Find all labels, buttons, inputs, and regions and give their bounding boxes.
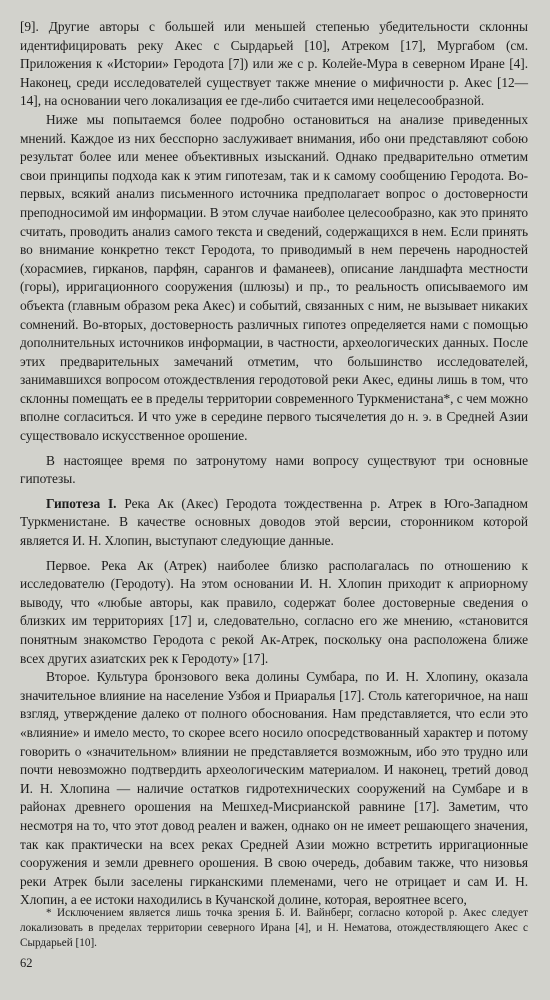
paragraph-2: Ниже мы попытаемся более подробно остановиться на анализе приведенных мнений. Каждое из них бесспорно заслуживает внимания, ибо они представляют собою результат более или менее объективных изысканий. Однако предварительно отметим свои принципы подхода как к этим гипотезам, так и к самому сообщению Геродота. Во-первых, всякий анализ письменного источника предполагает вопрос о достоверности преподносимой им информации. В этом случае наиболее целесообразно, как это принято считать, проводить анализ самого текста и сведений, содержащихся в нем. Если принять во внимание конкретно текст Геродота, то приводимый в нем перечень народностей (хорасмиев, гирканов, парфян, сарангов и фаманеев), описание ландшафта местности (горы), ирригационного сооружения (шлюзы) и пр., то реальность описываемого им объекта (главным образом река Акес) и событий, связанных с ним, не вызывает никаких сомнений. Во-вторых, достоверность различных гипотез определяется нами с помощью дополнительных источников информации, в частности, археологических данных. После этих предварительных замечаний отметим, что большинство исследователей, занимавшихся вопросом отождествления геродотовой реки Акес, едины лишь в том, что склонны помещать ее в пределы территории современного Туркменистана*, с чем можно вполне согласиться. И что уже в середине первого тысячелетия до н. э. в Средней Азии существовало искусственное орошение. <box>20 111 528 444</box>
footnote-text: * Исключением является лишь точка зрения Б. И. Вайнберг, согласно которой р. Акес следует локализовать в пределах территории северного Ирана [4], и Н. Нематова, отождествляющего Акес с Сырдарьей [10]. <box>20 907 528 949</box>
main-text-column <box>20 18 528 910</box>
paragraph-second-argument: Второе. Культура бронзового века долины Сумбара, по И. Н. Хлопину, оказала значительное влияние на население Узбоя и Приаралья [17]. Столь категоричное, на наш взгляд, утверждение далеко от полного обоснования. Нам представляется, что если это «влияние» и имело место, то скорее всего носило опосредствованный характер и потому говорить о «значительном» влиянии не представляется возможным, ибо это трудно или почти невозможно подтвердить археологическим материалом. И наконец, третий довод И. Н. Хлопина — наличие остатков гидротехнических сооружений на Сумбаре и в районах древнего орошения на Мешхед-Мисрианской равнине [17]. Заметим, что несмотря на то, что этот довод реален и важен, однако он не имеет решающего значения, так как практически на всех реках Средней Азии можно встретить ирригационные сооружения и земли древнего орошения. В свою очередь, добавим также, что низовья реки Атрек были заселены гирканскими племенами, чего не отрицает и сам И. Н. Хлопин, а ее истоки находились в Кучанской долине, которая, вероятнее всего, <box>20 669 528 908</box>
hypothesis-1-paragraph <box>20 495 528 551</box>
hypothesis-1-heading: Гипотеза I. <box>46 495 117 511</box>
hypothesis-1-text: Река Ак (Акес) Геродота тождественна р. Атрек в Юго-Западном Туркменистане. В качестве основных доводов этой версии, сторонником которой является И. Н. Хлопин, выступают следующие данные. <box>20 495 528 549</box>
paragraph-first-argument: Первое. Река Ак (Атрек) наиболее близко располагалась по отношению к исследователю (Геродоту). На этом основании И. Н. Хлопин приходит к априорному выводу, что «любые авторы, как правило, содержат более достоверные сведения о близких им территориях [17] и, следовательно, согласно его же мнению, «становится понятным знакомство Геродота с рекой Ак-Атрек, поскольку она расположена ближе всех других азиатских рек к Геродоту» [17]. <box>20 557 528 666</box>
footnote <box>20 906 528 950</box>
paragraph-1: [9]. Другие авторы с большей или меньшей степенью убедительности склонны идентифицировать реку Акес с Сырдарьей [10], Атреком [17], Мургабом (см. Приложения к «Истории» Геродота [7]) или же с р. Колейе-Мура в северном Иране [4]. Наконец, среди исследователей существует также мнение о мифичности р. Акес [12—14], на основании чего локализация ее где-либо считается ими нецелесообразной. <box>20 19 528 109</box>
page-number: 62 <box>20 956 33 970</box>
paragraph-3: В настоящее время по затронутому нами вопросу существуют три основные гипотезы. <box>20 452 528 487</box>
